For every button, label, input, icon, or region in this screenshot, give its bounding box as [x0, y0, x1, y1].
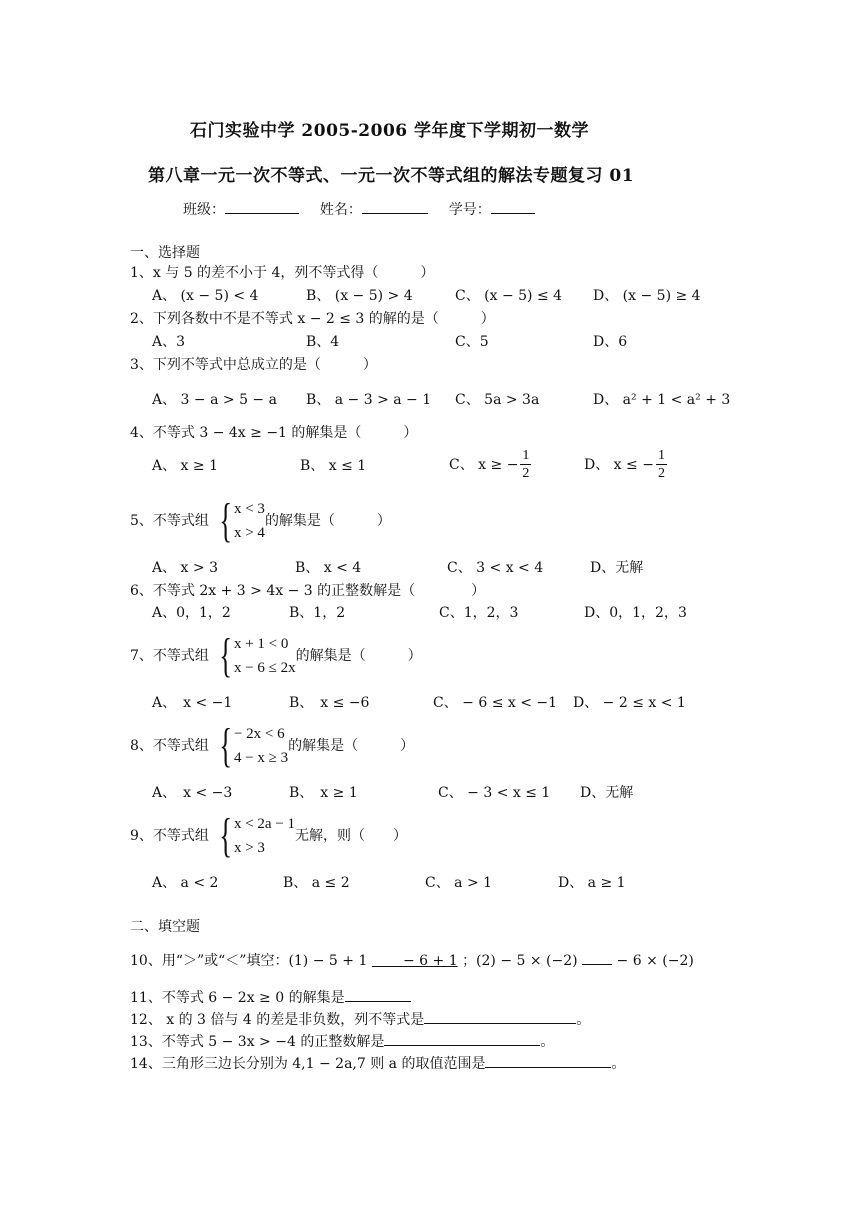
page-title: 石门实验中学 2005-2006 学年度下学期初一数学 [190, 121, 590, 141]
q5-option-a: A、 x > 3 [152, 560, 218, 576]
q7-prefix: 7、不等式组 [130, 648, 209, 664]
q12-period: 。 [576, 1012, 591, 1028]
student-info [183, 199, 535, 219]
q8-option-c: C、 − 3 < x ≤ 1 [438, 785, 551, 801]
page-subtitle: 第八章一元一次不等式、一元一次不等式组的解法专题复习 01 [148, 166, 635, 186]
question-2: 2、下列各数中不是不等式 x − 2 ≤ 3 的解的是（ ） [130, 311, 495, 327]
q4-option-d-fraction [656, 447, 667, 482]
q9-option-c: C、 a > 1 [425, 875, 493, 891]
q1-option-a: A、 (x − 5) < 4 [152, 288, 259, 304]
question-3: 3、下列不等式中总成立的是（ ） [130, 357, 377, 373]
name-blank[interactable] [362, 199, 428, 214]
q10-blank-1[interactable] [372, 953, 458, 969]
section-heading: 二、填空题 [130, 919, 200, 935]
brace-icon: { [219, 719, 232, 772]
q14-text: 14、三角形三边长分别为 4,1 − 2a,7 则 a 的取值范围是 [130, 1056, 486, 1072]
q2-option-b: B、4 [306, 334, 340, 350]
class-blank[interactable] [225, 199, 299, 214]
question-14 [130, 1053, 625, 1073]
q3-option-d: D、 a² + 1 < a² + 3 [593, 392, 731, 408]
q1-option-c: C、 (x − 5) ≤ 4 [455, 288, 563, 304]
q10-part1: 10、用“＞”或“＜”填空：(1) − 5 + 1 [130, 953, 368, 969]
q8-option-b: B、 x ≥ 1 [289, 785, 358, 801]
question-8 [130, 719, 415, 772]
question-9 [130, 809, 408, 862]
question-11 [130, 987, 411, 1007]
q12-blank[interactable] [424, 1009, 576, 1024]
name-label: 姓名： [319, 202, 362, 218]
q11-blank[interactable] [345, 987, 411, 1002]
q4-option-d-text: D、 x ≤ − [584, 456, 654, 473]
q13-blank[interactable] [384, 1031, 540, 1046]
q9-system-line-1: x < 2a − 1 [233, 816, 296, 832]
q7-system [209, 629, 296, 682]
q4-option-b: B、 x ≤ 1 [300, 458, 367, 474]
q7-system-line-2: x − 6 ≤ 2x [233, 660, 296, 676]
question-1: 1、x 与 5 的差不小于 4，列不等式得（ ） [130, 265, 435, 281]
question-10 [130, 950, 694, 970]
q9-suffix: 无解，则（ ） [295, 828, 408, 844]
q10-part2: ；(2) − 5 × (−2) [462, 953, 578, 969]
q2-option-d: D、6 [593, 334, 628, 350]
q4-option-d [584, 447, 669, 482]
q8-option-d: D、无解 [580, 785, 634, 801]
q4-option-c-fraction [520, 447, 531, 482]
q5-system-line-1: x < 3 [233, 501, 265, 517]
q4-option-c-text: C、 x ≥ − [449, 456, 519, 473]
q5-option-b: B、 x < 4 [295, 560, 362, 576]
q9-system [209, 809, 296, 862]
q13-text: 13、不等式 5 − 3x > −4 的正整数解是 [130, 1034, 385, 1050]
fraction-numerator: 1 [657, 448, 665, 463]
q10-expr-2: − 6 × (−2) [616, 953, 694, 969]
q2-option-a: A、3 [152, 334, 186, 350]
q4-option-a: A、 x ≥ 1 [152, 458, 218, 474]
q8-system-line-1: − 2x < 6 [233, 726, 285, 742]
fraction-denominator: 2 [522, 466, 530, 481]
q2-option-c: C、5 [455, 334, 489, 350]
fraction-denominator: 2 [657, 466, 665, 481]
brace-icon: { [219, 809, 232, 862]
q7-suffix: 的解集是（ ） [295, 648, 422, 664]
q7-option-c: C、 − 6 ≤ x < −1 [433, 695, 558, 711]
question-6: 6、不等式 2x + 3 > 4x − 3 的正整数解是（ ） [130, 583, 486, 599]
number-blank[interactable] [491, 199, 535, 214]
q9-system-line-2: x > 3 [233, 840, 265, 856]
q14-blank[interactable] [485, 1053, 611, 1068]
q5-option-d: D、无解 [590, 560, 644, 576]
q5-system [209, 494, 265, 547]
q5-option-c: C、 3 < x < 4 [447, 560, 544, 576]
q7-option-d: D、 − 2 ≤ x < 1 [573, 695, 686, 711]
q5-system-line-2: x > 4 [233, 525, 265, 541]
q11-text: 11、不等式 6 − 2x ≥ 0 的解集是 [130, 990, 345, 1006]
q4-option-c [449, 447, 533, 482]
q6-option-b: B、1，2 [289, 605, 346, 621]
question-12 [130, 1009, 590, 1029]
fraction-numerator: 1 [522, 448, 530, 463]
q7-option-b: B、 x ≤ −6 [289, 695, 370, 711]
q3-option-b: B、 a − 3 > a − 1 [306, 392, 432, 408]
q9-option-a: A、 a < 2 [152, 875, 219, 891]
question-4: 4、不等式 3 − 4x ≥ −1 的解集是（ ） [130, 425, 418, 441]
q8-prefix: 8、不等式组 [130, 738, 209, 754]
q10-expr-1: − 6 + 1 [402, 953, 458, 969]
q8-option-a: A、 x < −3 [152, 785, 233, 801]
brace-icon: { [219, 494, 232, 547]
brace-icon: { [219, 629, 232, 682]
question-7 [130, 629, 422, 682]
q9-prefix: 9、不等式组 [130, 828, 209, 844]
q7-option-a: A、 x < −1 [152, 695, 233, 711]
q8-system-line-2: 4 − x ≥ 3 [233, 750, 289, 766]
q7-system-line-1: x + 1 < 0 [233, 636, 289, 652]
question-5 [130, 494, 391, 547]
q12-text: 12、 x 的 3 倍与 4 的差是非负数，列不等式是 [130, 1012, 425, 1028]
q6-option-a: A、0，1，2 [152, 605, 231, 621]
q3-option-c: C、 5a > 3a [455, 392, 540, 408]
q14-period: 。 [611, 1056, 626, 1072]
section-heading: 一、选择题 [130, 245, 200, 261]
q6-option-d: D、0，1，2，3 [584, 605, 687, 621]
question-13 [130, 1031, 554, 1051]
q8-system [209, 719, 289, 772]
q8-suffix: 的解集是（ ） [288, 738, 415, 754]
q3-option-a: A、 3 − a > 5 − a [152, 392, 277, 408]
q9-option-b: B、 a ≤ 2 [283, 875, 350, 891]
q1-option-b: B、 (x − 5) > 4 [306, 288, 413, 304]
q1-option-d: D、 (x − 5) ≥ 4 [593, 288, 701, 304]
q9-option-d: D、 a ≥ 1 [558, 875, 626, 891]
q6-option-c: C、1，2，3 [439, 605, 519, 621]
class-label: 班级： [183, 202, 225, 218]
q10-blank-2[interactable] [582, 950, 612, 965]
q5-prefix: 5、不等式组 [130, 513, 209, 529]
q5-suffix: 的解集是（ ） [264, 513, 391, 529]
number-label: 学号： [448, 202, 491, 218]
q13-period: 。 [540, 1034, 555, 1050]
